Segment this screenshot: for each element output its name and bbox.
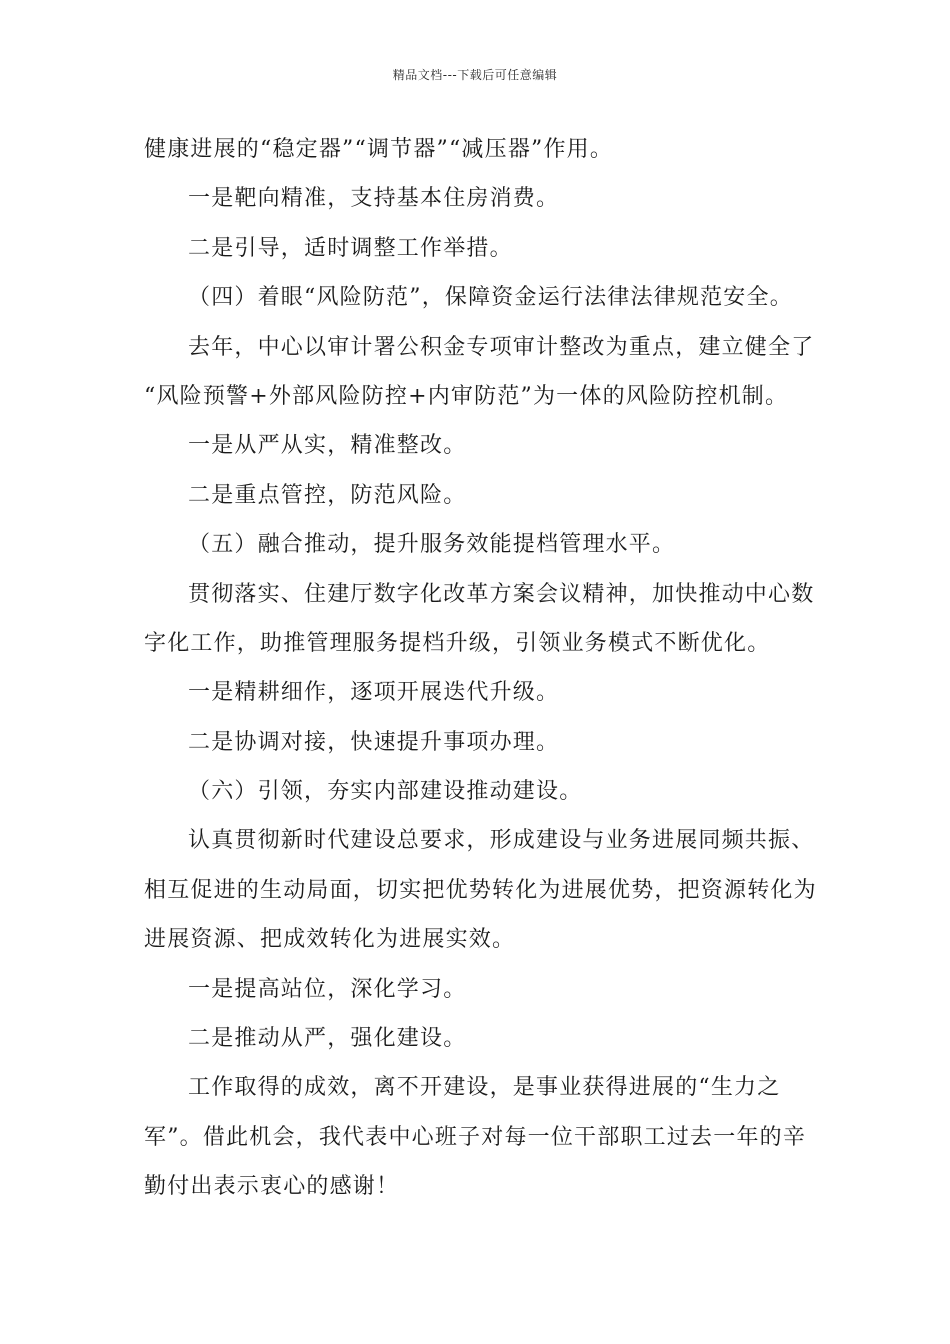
body-line: “风险预警+外部风险防控+内审防范”为一体的风险防控机制。 xyxy=(144,383,789,409)
body-line: 工作取得的成效，离不开建设，是事业获得进展的“生力之 xyxy=(188,1075,781,1101)
section-heading: （五）融合推动，提升服务效能提档管理水平。 xyxy=(188,532,676,558)
body-line: 勤付出表示衷心的感谢！ xyxy=(144,1174,400,1200)
section-heading: （四）着眼“风险防范”，保障资金运行法律法律规范安全。 xyxy=(188,285,793,311)
body-line: 认真贯彻新时代建设总要求，形成建设与业务进展同频共振、 xyxy=(188,828,815,854)
body-line: 贯彻落实、住建厅数字化改革方案会议精神，加快推动中心数 xyxy=(188,581,815,607)
body-line: 一是从严从实，精准整改。 xyxy=(188,433,467,459)
body-line: 一是靶向精准，支持基本住房消费。 xyxy=(188,186,560,212)
body-line: 相互促进的生动局面，切实把优势转化为进展优势，把资源转化为 xyxy=(144,877,817,903)
body-line: 二是推动从严，强化建设。 xyxy=(188,1026,467,1052)
section-heading: （六）引领，夯实内部建设推动建设。 xyxy=(188,779,583,805)
page-header: 精品文档---下载后可任意编辑 xyxy=(392,68,558,82)
body-line: 二是重点管控，防范风险。 xyxy=(188,482,467,508)
body-line: 二是引导，适时调整工作举措。 xyxy=(188,235,513,261)
body-line: 一是提高站位，深化学习。 xyxy=(188,976,467,1002)
body-line: 军”。借此机会，我代表中心班子对每一位干部职工过去一年的辛 xyxy=(144,1124,807,1150)
body-line: 一是精耕细作，逐项开展迭代升级。 xyxy=(188,680,560,706)
body-line: 健康进展的“稳定器”“调节器”“减压器”作用。 xyxy=(144,137,614,162)
body-line: 进展资源、把成效转化为进展实效。 xyxy=(144,927,516,953)
body-line: 字化工作，助推管理服务提档升级，引领业务模式不断优化。 xyxy=(144,630,771,656)
body-line: 二是协调对接，快速提升事项办理。 xyxy=(188,729,560,755)
document-body xyxy=(144,132,817,1219)
body-line: 去年，中心以审计署公积金专项审计整改为重点，建立健全了 xyxy=(188,334,815,360)
